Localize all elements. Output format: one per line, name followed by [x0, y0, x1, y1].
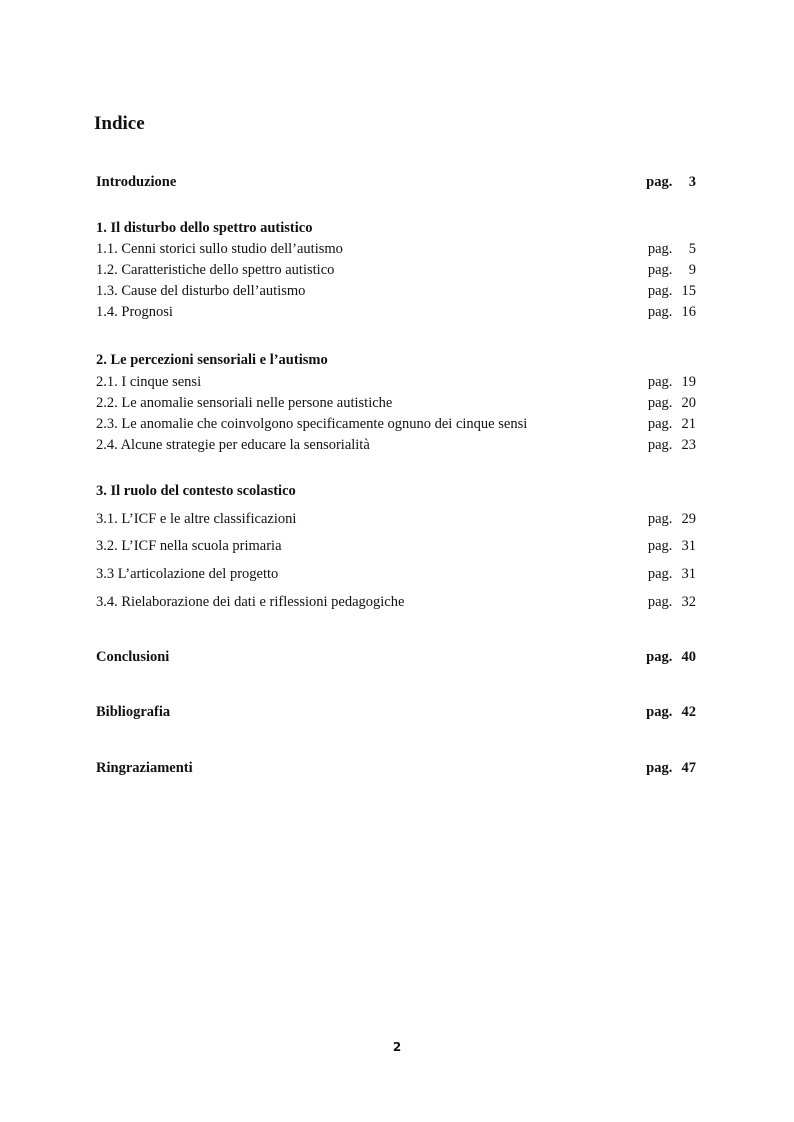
toc-entry-label: 2.3. Le anomalie che coinvolgono specificamente ognuno dei cinque sensi — [96, 416, 528, 432]
toc-entry[interactable] — [96, 566, 696, 583]
toc-entry-page: pag. 31 — [647, 566, 696, 582]
toc-entry-label: 2.1. I cinque sensi — [96, 374, 202, 390]
toc-entry-label: 1.4. Prognosi — [96, 304, 173, 320]
toc-entry[interactable] — [96, 283, 696, 300]
page-title: Indice — [94, 113, 145, 134]
chapter-3-heading[interactable]: 3. Il ruolo del contesto scolastico — [96, 483, 296, 499]
toc-entry-ringraziamenti[interactable] — [96, 760, 696, 777]
toc-entry-label: 3.4. Rielaborazione dei dati e riflessioni pedagogiche — [96, 594, 405, 610]
toc-entry-label: Ringraziamenti — [96, 760, 193, 776]
toc-entry-label: Introduzione — [96, 174, 177, 190]
toc-entry-page: pag. 32 — [647, 594, 696, 610]
toc-entry[interactable] — [96, 416, 696, 433]
toc-entry-label: 3.1. L’ICF e le altre classificazioni — [96, 511, 297, 527]
toc-entry-page: pag. 19 — [647, 374, 696, 390]
toc-entry-label: 1.3. Cause del disturbo dell’autismo — [96, 283, 306, 299]
toc-entry-label: 3.3 L’articolazione del progetto — [96, 566, 279, 582]
toc-entry-label: Bibliografia — [96, 704, 171, 720]
chapter-1-heading[interactable]: 1. Il disturbo dello spettro autistico — [96, 220, 313, 236]
chapter-2-heading[interactable]: 2. Le percezioni sensoriali e l’autismo — [96, 352, 328, 368]
toc-entry[interactable] — [96, 241, 696, 258]
page-number: 2 — [392, 1040, 402, 1054]
toc-entry-page: pag. 40 — [646, 649, 696, 665]
toc-entry-page: pag. 16 — [647, 304, 696, 320]
toc-entry[interactable] — [96, 594, 696, 611]
toc-entry-label: 1.1. Cenni storici sullo studio dell’autismo — [96, 241, 343, 257]
toc-entry-conclusioni[interactable] — [96, 649, 696, 666]
toc-entry-page: pag. 47 — [646, 760, 696, 776]
toc-entry-page: pag. 3 — [646, 174, 696, 190]
toc-entry-page: pag. 9 — [647, 262, 696, 278]
toc-entry-label: 2.4. Alcune strategie per educare la sensorialità — [96, 437, 370, 453]
toc-entry[interactable] — [96, 538, 696, 555]
toc-entry[interactable] — [96, 262, 696, 279]
toc-entry-page: pag. 15 — [647, 283, 696, 299]
toc-entry[interactable] — [96, 511, 696, 528]
toc-entry-page: pag. 31 — [647, 538, 696, 554]
toc-entry-label: 2.2. Le anomalie sensoriali nelle persone autistiche — [96, 395, 393, 411]
toc-entry-page: pag. 23 — [647, 437, 696, 453]
toc-entry-page: pag. 42 — [646, 704, 696, 720]
toc-entry-label: 3.2. L’ICF nella scuola primaria — [96, 538, 282, 554]
toc-entry-bibliografia[interactable] — [96, 704, 696, 721]
toc-entry-label: 1.2. Caratteristiche dello spettro autistico — [96, 262, 335, 278]
toc-entry-page: pag. 20 — [647, 395, 696, 411]
toc-entry-page: pag. 21 — [647, 416, 696, 432]
toc-entry[interactable] — [96, 437, 696, 454]
toc-entry[interactable] — [96, 304, 696, 321]
toc-entry-page: pag. 5 — [647, 241, 696, 257]
toc-entry-introduzione[interactable] — [96, 174, 696, 191]
toc-entry[interactable] — [96, 395, 696, 412]
toc-entry-page: pag. 29 — [647, 511, 696, 527]
toc-entry[interactable] — [96, 374, 696, 391]
toc-entry-label: Conclusioni — [96, 649, 170, 665]
